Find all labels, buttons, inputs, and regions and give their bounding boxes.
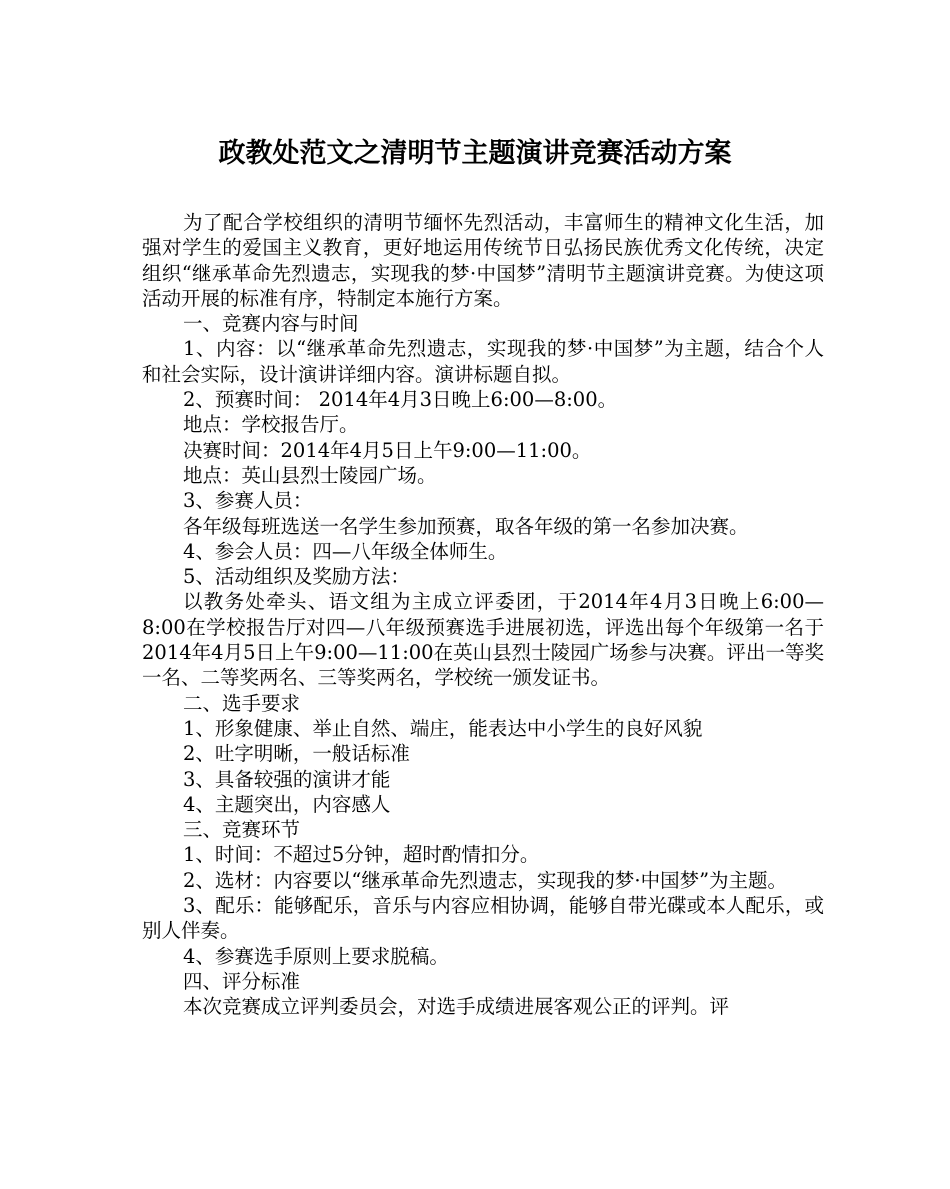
section-heading: 四、评分标准 <box>183 969 301 993</box>
section-heading: 三、竞赛环节 <box>183 818 301 842</box>
section-heading: 一、竞赛内容与时间 <box>183 312 359 336</box>
list-item: 2、吐字明晰，一般话标准 <box>183 742 410 766</box>
list-item: 2、选材：内容要以“继承革命先烈遗志，实现我的梦·中国梦”为主题。 <box>183 868 788 892</box>
document-title: 政教处范文之清明节主题演讲竞赛活动方案 <box>218 138 732 169</box>
list-item: 4、参会人员：四—八年级全体师生。 <box>183 539 508 563</box>
list-item: 3、配乐：能够配乐，音乐与内容应相协调，能够自带光碟或本人配乐，或别人伴奏。 <box>142 894 824 943</box>
section-heading: 二、选手要求 <box>183 691 301 715</box>
list-item: 4、参赛选手原则上要求脱稿。 <box>183 944 449 968</box>
list-item: 1、时间：不超过5分钟，超时酌情扣分。 <box>183 843 540 867</box>
body-paragraph: 以教务处牵头、语文组为主成立评委团，于2014年4月3日晚上6:00—8:00在学校报告厅对四—八年级预赛选手进展初选，评选出每个年级第一名于2014年4月5日上午9:00—11:00在英山县烈士陵园广场参与决赛。评出一等奖一名、二等奖两名、三等奖两名，学校统一颁发证书。 <box>142 590 824 690</box>
list-item: 地点：学校报告厅。 <box>183 413 359 437</box>
intro-paragraph: 为了配合学校组织的清明节缅怀先烈活动，丰富师生的精神文化生活，加强对学生的爱国主义教育，更好地运用传统节日弘扬民族优秀文化传统，决定组织“继承革命先烈遗志，实现我的梦·中国梦”清明节主题演讲竞赛。为使这项活动开展的标准有序，特制定本施行方案。 <box>142 211 824 310</box>
list-item: 地点：英山县烈士陵园广场。 <box>183 463 437 487</box>
list-item: 3、具备较强的演讲才能 <box>183 767 391 791</box>
list-item: 2、预赛时间： 2014年4月3日晚上6:00—8:00。 <box>183 388 618 412</box>
list-item: 各年级每班选送一名学生参加预赛，取各年级的第一名参加决赛。 <box>183 514 749 538</box>
list-item: 决赛时间：2014年4月5日上午9:00—11:00。 <box>183 438 592 462</box>
list-item: 1、形象健康、举止自然、端庄，能表达中小学生的良好风貌 <box>183 716 703 740</box>
list-item: 1、内容：以“继承革命先烈遗志，实现我的梦·中国梦”为主题，结合个人和社会实际，设计演讲详细内容。演讲标题自拟。 <box>142 337 824 386</box>
list-item: 4、主题突出，内容感人 <box>183 792 391 816</box>
body-paragraph: 本次竞赛成立评判委员会，对选手成绩进展客观公正的评判。评 <box>183 995 730 1019</box>
list-item: 5、活动组织及奖励方法： <box>183 565 410 589</box>
list-item: 3、参赛人员： <box>183 489 313 513</box>
document-body <box>142 210 824 1020</box>
